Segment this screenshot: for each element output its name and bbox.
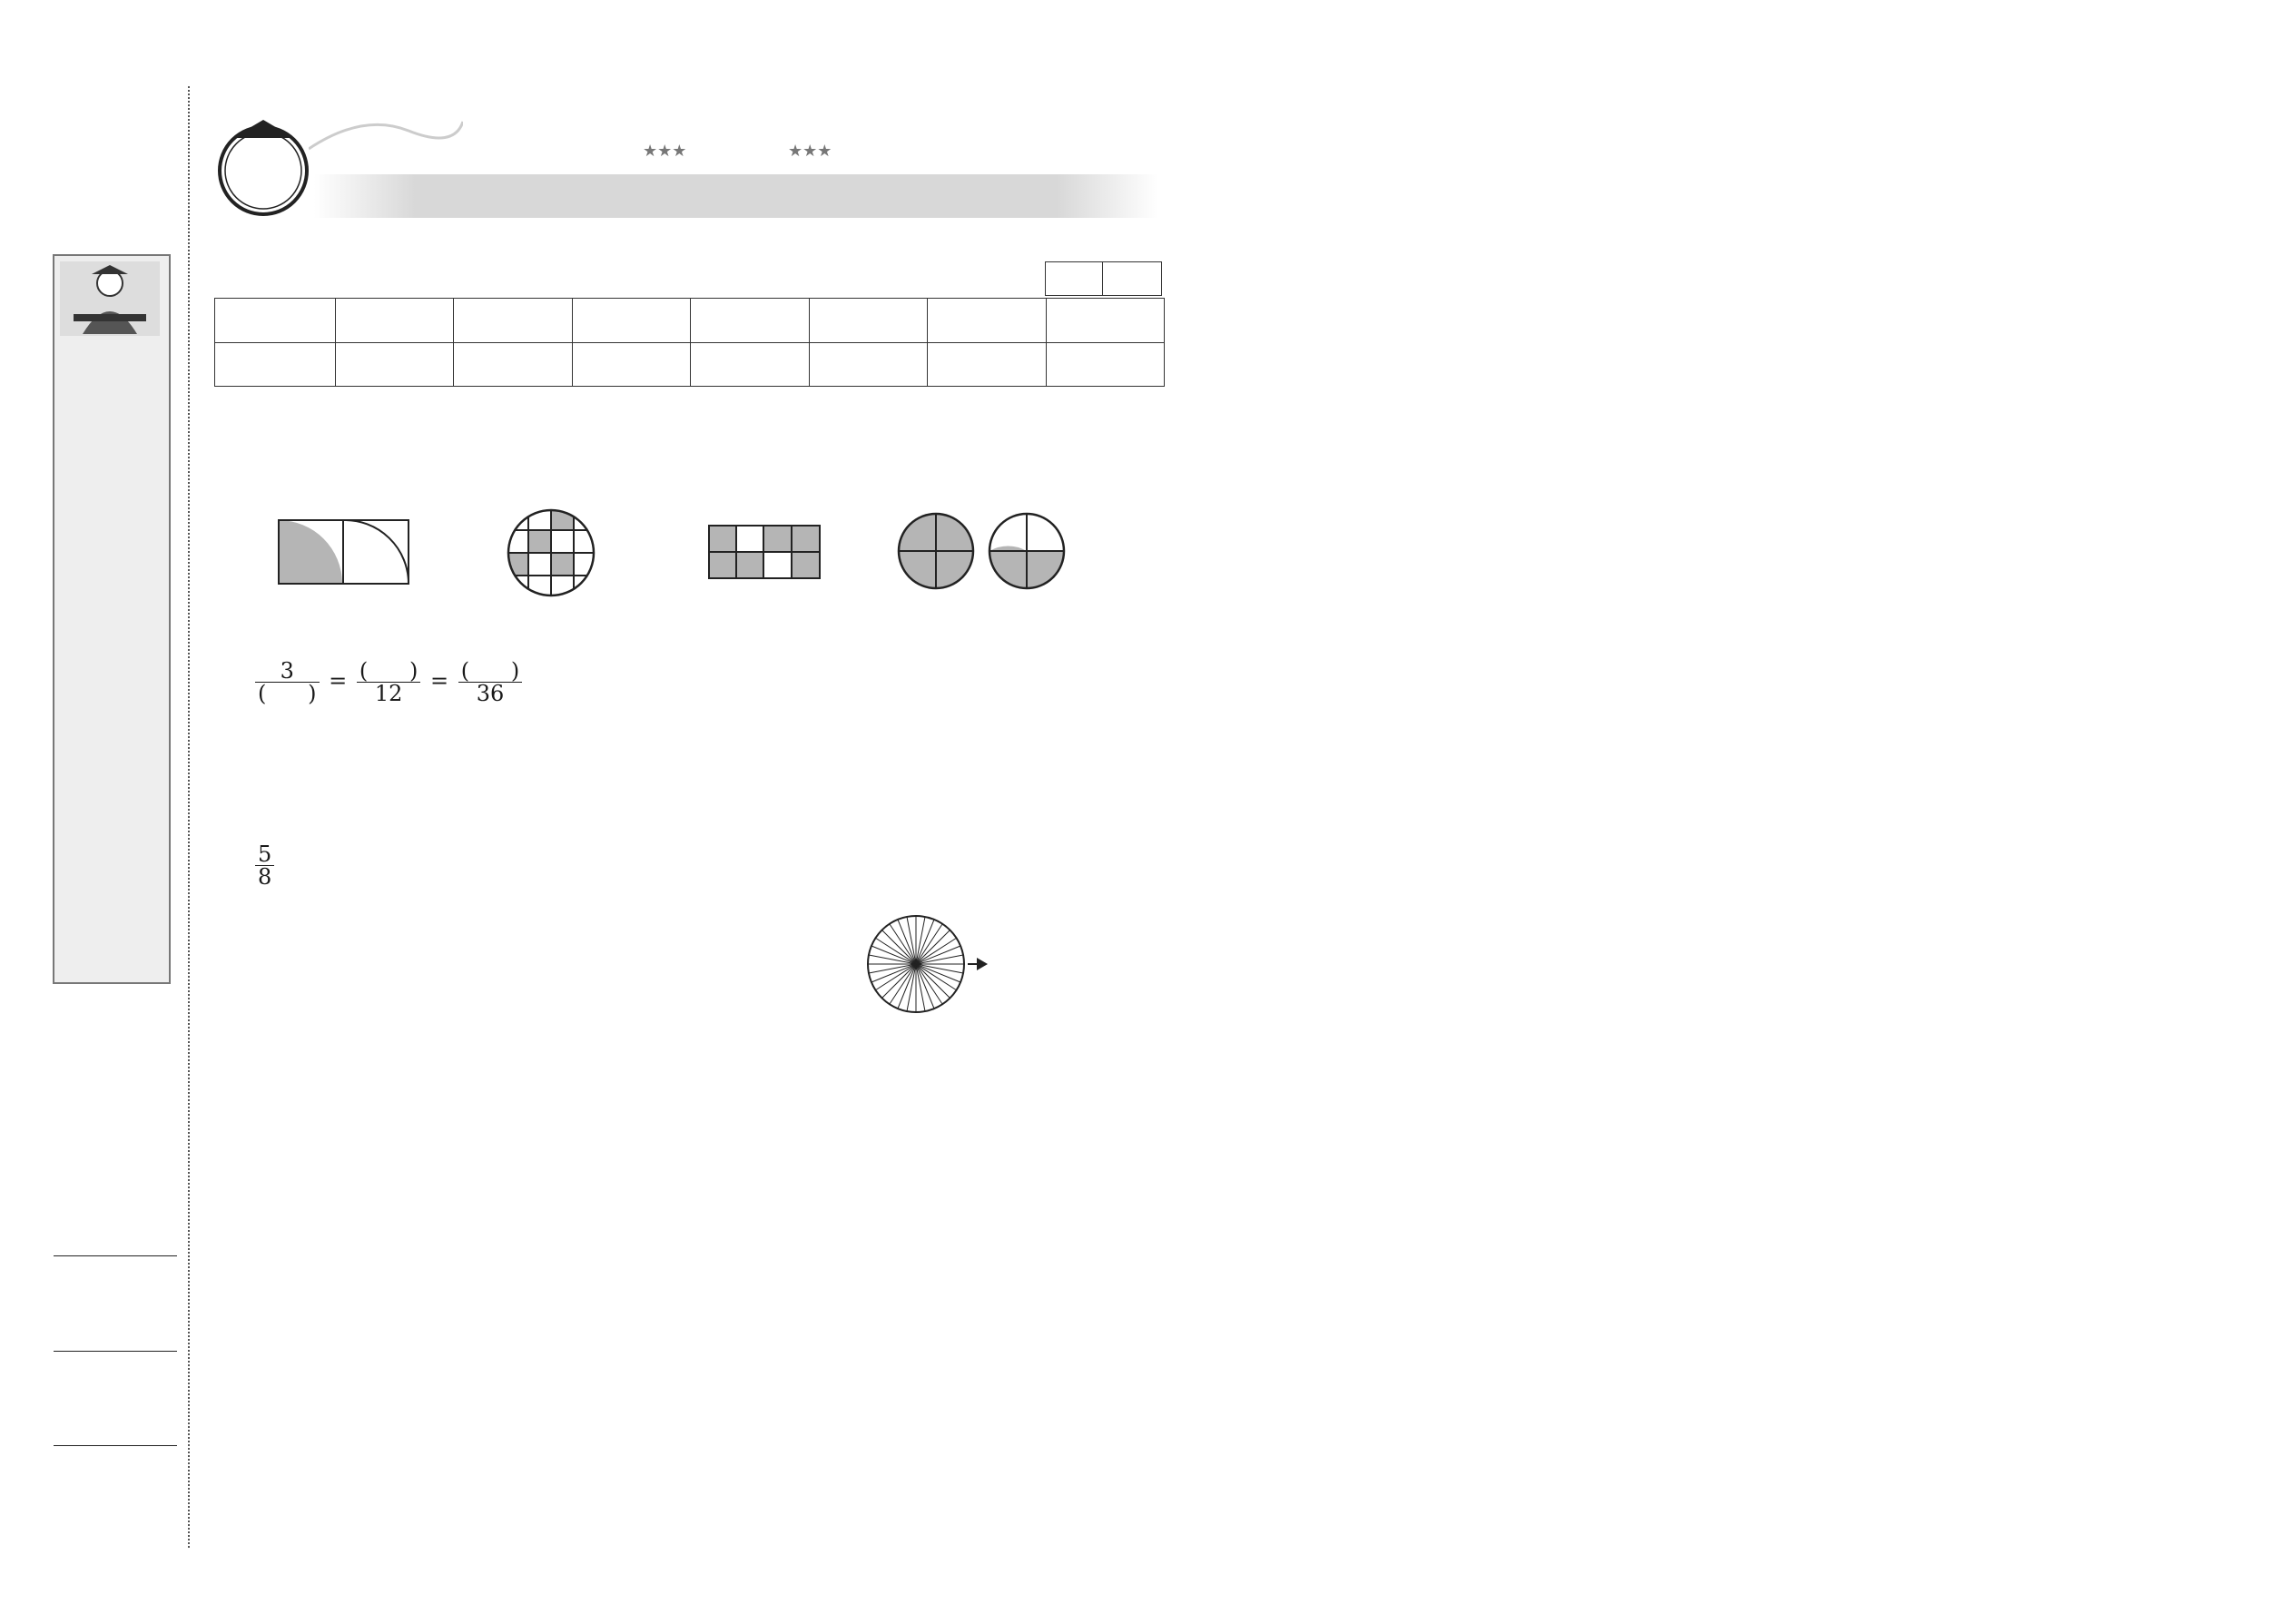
q1-5 bbox=[252, 839, 277, 890]
fig-circle-to-rect bbox=[864, 911, 1155, 1053]
score-col-total bbox=[1046, 299, 1164, 343]
score-cell[interactable] bbox=[454, 342, 572, 387]
seat-label bbox=[1046, 262, 1103, 295]
score-col-3 bbox=[572, 299, 690, 343]
ribbon-decor bbox=[309, 113, 463, 158]
fig-two-circles bbox=[897, 511, 1066, 596]
fig-quarter-circle-rect bbox=[278, 519, 410, 590]
score-table-header-label bbox=[215, 299, 336, 343]
score-cell[interactable] bbox=[572, 342, 690, 387]
title-banner bbox=[314, 174, 1158, 218]
star-decor-right: ★★★ bbox=[788, 142, 832, 161]
fraction-5-8: $\frac{5}{8}$ bbox=[255, 843, 274, 888]
q1-2: 3 ( ) = ( ) 12 = ( ) 36 bbox=[252, 655, 525, 706]
fig-grid-circle bbox=[507, 508, 596, 603]
score-col-4 bbox=[691, 299, 809, 343]
motto-columns bbox=[65, 392, 160, 973]
school-line[interactable] bbox=[54, 1445, 177, 1446]
seat-box[interactable] bbox=[1045, 261, 1162, 296]
score-cell[interactable] bbox=[809, 342, 927, 387]
score-cell[interactable] bbox=[1046, 342, 1164, 387]
fraction-3-blank[interactable]: 3 ( ) bbox=[255, 660, 320, 704]
score-cell[interactable] bbox=[928, 342, 1046, 387]
class-line[interactable] bbox=[54, 1351, 177, 1352]
fraction-blank-12[interactable]: ( ) 12 bbox=[357, 660, 421, 704]
name-line[interactable] bbox=[54, 1255, 177, 1256]
score-cell[interactable] bbox=[691, 342, 809, 387]
star-decor-left: ★★★ bbox=[643, 142, 687, 161]
score-cell[interactable] bbox=[336, 342, 454, 387]
score-col-2 bbox=[454, 299, 572, 343]
fig-grid-rect bbox=[708, 525, 821, 585]
publisher-logo bbox=[214, 118, 312, 218]
fraction-blank-36[interactable]: ( ) 36 bbox=[458, 660, 523, 704]
scholar-figure-icon bbox=[60, 261, 160, 336]
score-row-label bbox=[215, 342, 336, 387]
score-col-5 bbox=[809, 299, 927, 343]
score-col-6 bbox=[928, 299, 1046, 343]
score-table bbox=[214, 298, 1165, 387]
score-col-1 bbox=[336, 299, 454, 343]
